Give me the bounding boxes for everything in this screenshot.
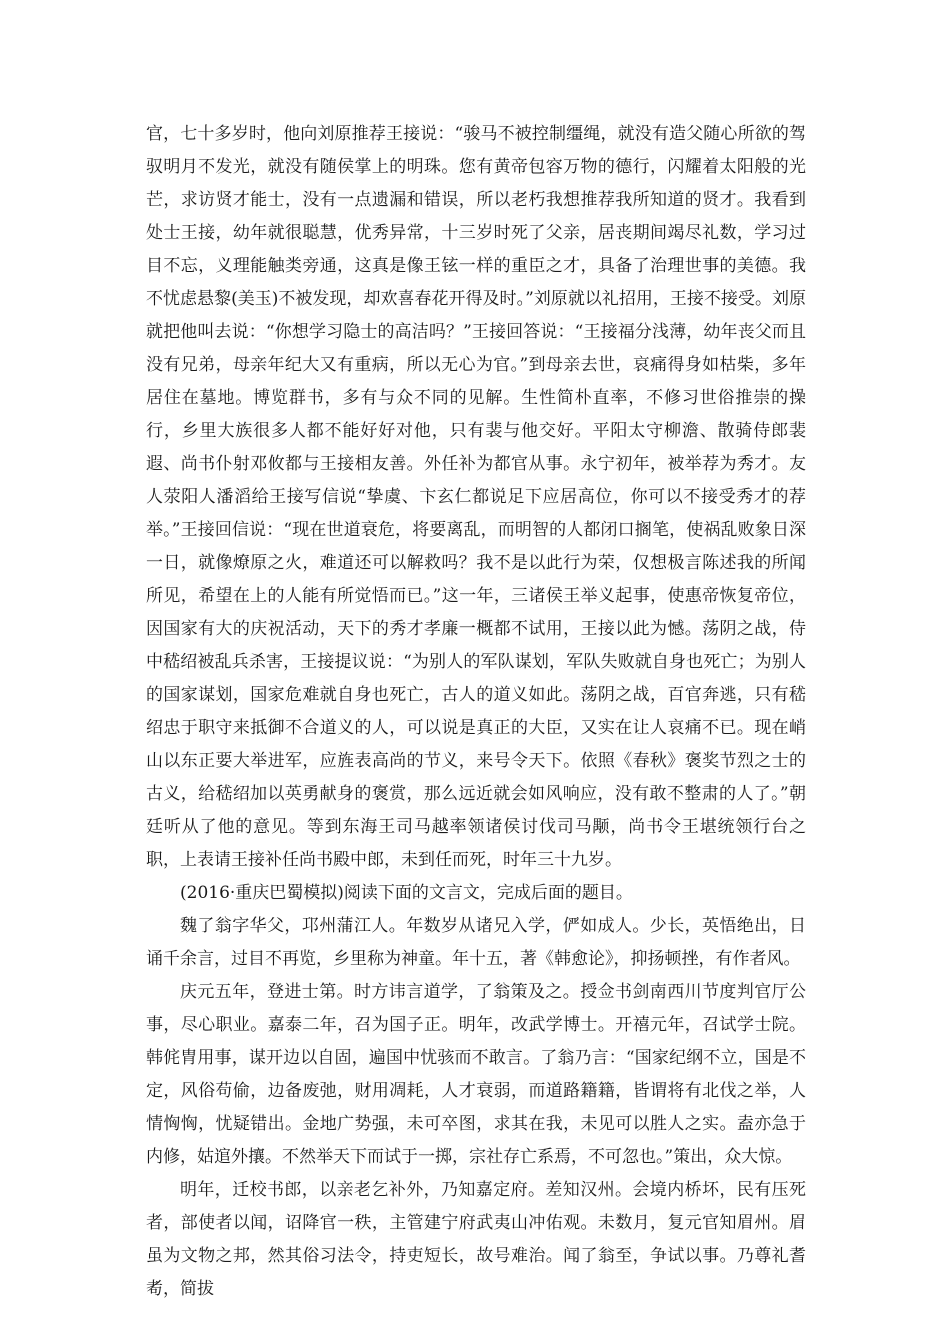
document-body [146,118,806,1306]
paragraph-wei-liaoweng-intro: 魏了翁字华父，邛州蒲江人。年数岁从诸兄入学，俨如成人。少长，英悟绝出，日诵千余言，过目不再览，乡里称为神童。年十五，著《韩愈论》，抑扬顿挫，有作者风。 [146,916,806,969]
paragraph-wei-liaoweng-career: 庆元五年，登进士第。时方讳言道学，了翁策及之。授佥书剑南西川节度判官厅公事，尽心职业。嘉泰二年，召为国子正。明年，改武学博士。开禧元年，召试学士院。韩侂胄用事，谋开边以自固，遍国中忧骇而不敢言。了翁乃言：“国家纪纲不立，国是不定，风俗苟偷，边备废弛，财用凋耗，人才衰弱，而道路籍籍，皆谓将有北伐之举，人情恟恟，忧疑错出。金地广势强，未可卒图，求其在我，未见可以胜人之实。盍亦急于内修，姑逭外攘。不然举天下而试于一掷，宗社存亡系焉，不可忽也。”策出，众大惊。 [146,982,806,1167]
paragraph-exercise-prompt: (2016·重庆巴蜀模拟)阅读下面的文言文，完成后面的题目。 [180,883,633,903]
paragraph-wang-jie-biography: 官，七十多岁时，他向刘原推荐王接说：“骏马不被控制缰绳，就没有造父随心所欲的驾驭明月不发光，就没有随侯掌上的明珠。您有黄帝包容万物的德行，闪耀着太阳般的光芒，求访贤才能士，没有一点遗漏和错误，所以老朽我想推荐我所知道的贤才。我看到处士王接，幼年就很聪慧，优秀异常，十三岁时死了父亲，居丧期间竭尽礼数，学习过目不忘，义理能触类旁通，这真是像王铉一样的重臣之才，具备了治理世事的美德。我不忧虑悬黎(美玉)不被发现，却欢喜春花开得及时。”刘原就以礼招用，王接不接受。刘原就把他叫去说：“你想学习隐士的高洁吗？”王接回答说：“王接福分浅薄，幼年丧父而且没有兄弟，母亲年纪大又有重病，所以无心为官。”到母亲去世，哀痛得身如枯柴，多年居住在墓地。博览群书，多有与众不同的见解。生性简朴直率，不修习世俗推崇的操行，乡里大族很多人都不能好好对他，只有裴与他交好。平阳太守柳澹、散骑侍郎裴遐、尚书仆射邓攸都与王接相友善。外任补为都官从事。永宁初年，被举荐为秀才。友人荥阳人潘滔给王接写信说“挚虞、卞玄仁都说足下应居高位，你可以不接受秀才的荐举。”王接回信说：“现在世道衰危，将要离乱，而明智的人都闭口搁笔，使祸乱败象日深一日，就像燎原之火，难道还可以解救吗？我不是以此行为荣，仅想极言陈述我的所闻所见，希望在上的人能有所觉悟而已。”这一年，三诸侯王举义起事，使惠帝恢复帝位，因国家有大的庆祝活动，天下的秀才孝廉一概都不试用，王接以此为憾。荡阴之战，侍中嵇绍被乱兵杀害，王接提议说：“为别人的军队谋划，军队失败就自身也死亡；为别人的国家谋划，国家危难就自身也死亡，古人的道义如此。荡阴之战，百官奔逃，只有嵇绍忠于职守来抵御不合道义的人，可以说是真正的大臣，又实在让人哀痛不已。现在峭山以东正要大举进军，应旌表高尚的节义，来号令天下。依照《春秋》褒奖节烈之士的古义，给嵇绍加以英勇献身的褒赏，那么远近就会如风响应，没有敢不整肃的人了。”朝廷听从了他的意见。等到东海王司马越率领诸侯讨伐司马颙，尚书令王堪统领行台之职，上表请王接补任尚书殿中郎，未到任而死，时年三十九岁。 [146,124,806,870]
paragraph-wei-liaoweng-posts: 明年，迁校书郎，以亲老乞补外，乃知嘉定府。差知汉州。会境内桥坏，民有压死者，部使者以闻，诏降官一秩，主管建宁府武夷山冲佑观。未数月，复元官知眉州。眉虽为文物之邦，然其俗习法令，持吏短长，故号难治。闻了翁至，争试以事。乃尊礼耆耇，简拔 [146,1180,806,1299]
